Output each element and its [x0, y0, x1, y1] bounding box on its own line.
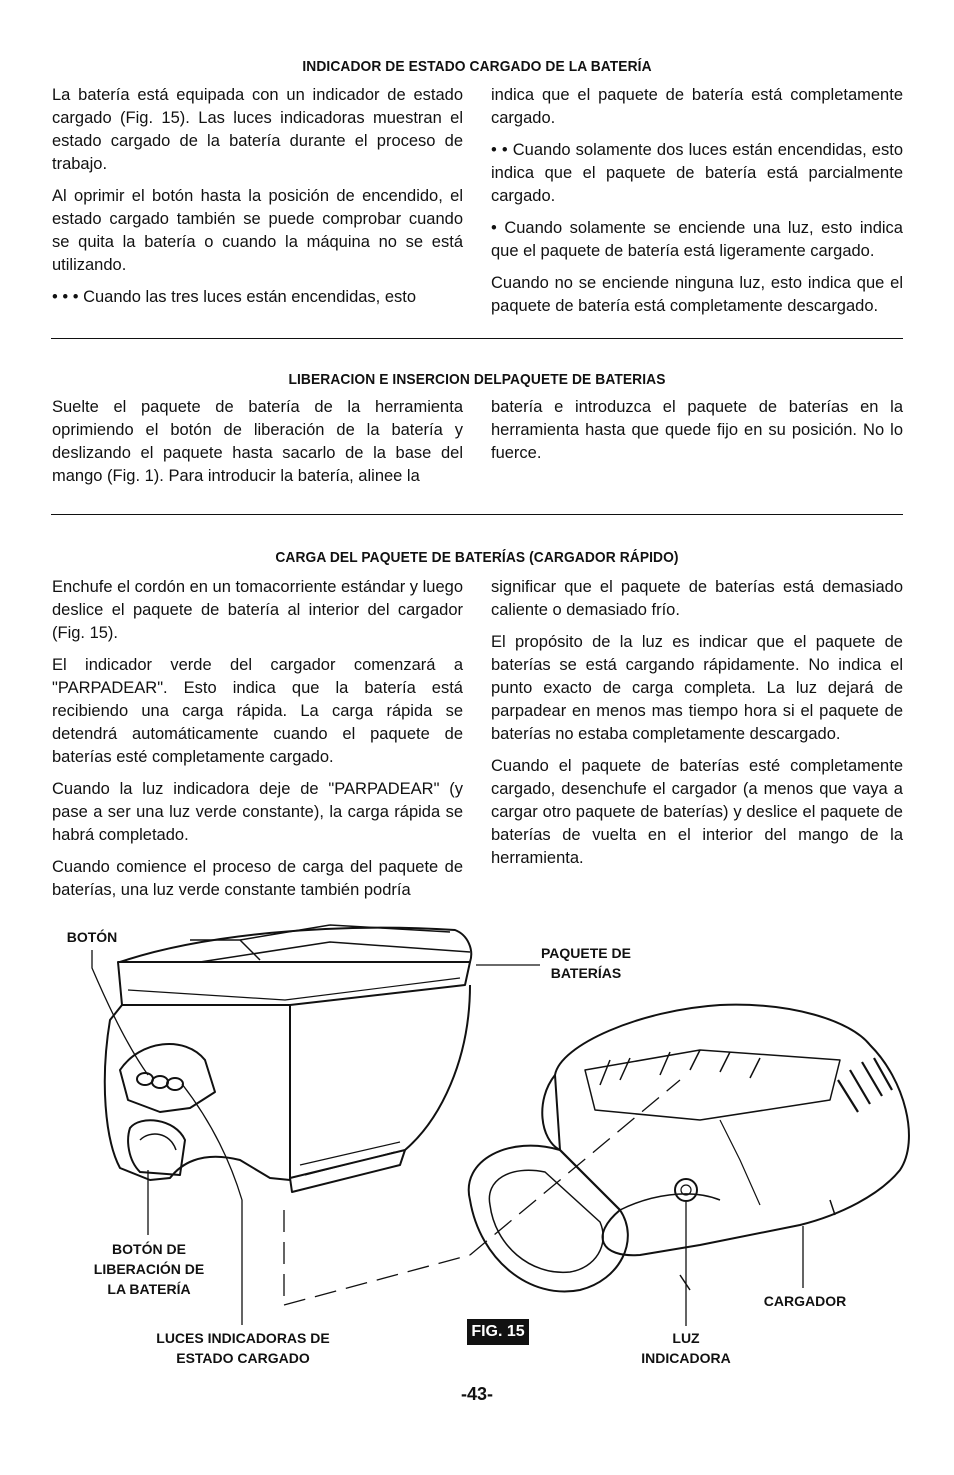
section2-left-column [52, 396, 463, 497]
section1-right-column [491, 84, 903, 327]
paragraph: • Cuando solamente se enciende una luz, esto indica que el paquete de batería está ligeramente cargado. [491, 219, 903, 260]
section-heading-carga: CARGA DEL PAQUETE DE BATERÍAS (CARGADOR RÁPIDO) [275, 549, 679, 566]
paragraph: • • • Cuando las tres luces están encendidas, esto [52, 288, 417, 306]
figure-tag: FIG. 15 [467, 1319, 529, 1345]
section3-right-column [491, 576, 903, 879]
paragraph: Enchufe el cordón en un tomacorriente estándar y luego deslice el paquete de batería al interior del cargador (Fig. 15). [52, 578, 463, 642]
section1-left-column [52, 84, 463, 318]
paragraph: Suelte el paquete de batería de la herramienta oprimiendo el botón de liberación de la batería y deslizando el paquete hasta sacarlo de la base del mango (Fig. 1). Para introducir la batería, alinee la [52, 398, 463, 485]
section-divider [51, 514, 903, 515]
paragraph: Cuando comience el proceso de carga del paquete de baterías, una luz verde constante también podría [52, 858, 463, 899]
paragraph: El indicador verde del cargador comenzará a "PARPADEAR". Esto indica que la batería está recibiendo una carga rápida. La carga rápida se detendrá automáticamente cuando el paquete de baterías esté completamente cargado. [52, 656, 463, 766]
section-divider [51, 338, 903, 339]
page-number: -43- [460, 1384, 493, 1404]
label-boton-de-liberacion: BOTÓN DE LIBERACIÓN DE LA BATERÍA [93, 1241, 205, 1297]
label-boton: BOTÓN [66, 929, 118, 945]
paragraph: La batería está equipada con un indicador de estado cargado (Fig. 15). Las luces indicadoras muestran el estado cargado de la batería durante el proceso de trabajo. [52, 86, 463, 173]
paragraph: batería e introduzca el paquete de baterías en la herramienta hasta que quede fijo en su posición. No lo fuerce. [491, 398, 903, 462]
paragraph: Cuando la luz indicadora deje de "PARPADEAR" (y pase a ser una luz verde constante), la carga rápida se habrá completado. [52, 780, 463, 844]
section-heading-liberacion: LIBERACION E INSERCION DELPAQUETE DE BATERIAS [288, 371, 666, 388]
paragraph: • • Cuando solamente dos luces están encendidas, esto indica que el paquete de batería está parcialmente cargado. [491, 141, 903, 205]
paragraph: Al oprimir el botón hasta la posición de encendido, el estado cargado también se puede comprobar cuando se quita la batería o cuando la máquina no se está utilizando. [52, 187, 463, 274]
label-paquete-de-baterias: PAQUETE DE BATERÍAS [541, 945, 631, 981]
paragraph: Cuando no se enciende ninguna luz, esto indica que el paquete de batería está completamente descargado. [491, 274, 903, 315]
charger-drawing [469, 1005, 909, 1292]
label-luces-indicadoras: LUCES INDICADORAS DE ESTADO CARGADO [156, 1330, 330, 1366]
paragraph: Cuando el paquete de baterías esté completamente cargado, desenchufe el cargador (a menos que vaya a cargar otro paquete de baterías) y deslice el paquete de baterías de vuelta en el interior del mango de la herramienta. [491, 757, 903, 867]
label-cargador: CARGADOR [763, 1293, 847, 1309]
section2-right-column [491, 396, 903, 474]
paragraph: significar que el paquete de baterías está demasiado caliente o demasiado frío. [491, 578, 903, 619]
paragraph: El propósito de la luz es indicar que el paquete de baterías se está cargando rápidamente. No indica el punto exacto de carga completa. La luz dejará de parpadear en menos mas tiempo hora si el paquete de baterías no estaba completamente descargado. [491, 633, 903, 743]
paragraph: indica que el paquete de batería está completamente cargado. [491, 86, 903, 127]
battery-pack-drawing [105, 925, 471, 1192]
section3-left-column [52, 576, 463, 911]
label-luz-indicadora: LUZ INDICADORA [641, 1330, 731, 1366]
section-heading-indicador: INDICADOR DE ESTADO CARGADO DE LA BATERÍA [302, 58, 652, 75]
